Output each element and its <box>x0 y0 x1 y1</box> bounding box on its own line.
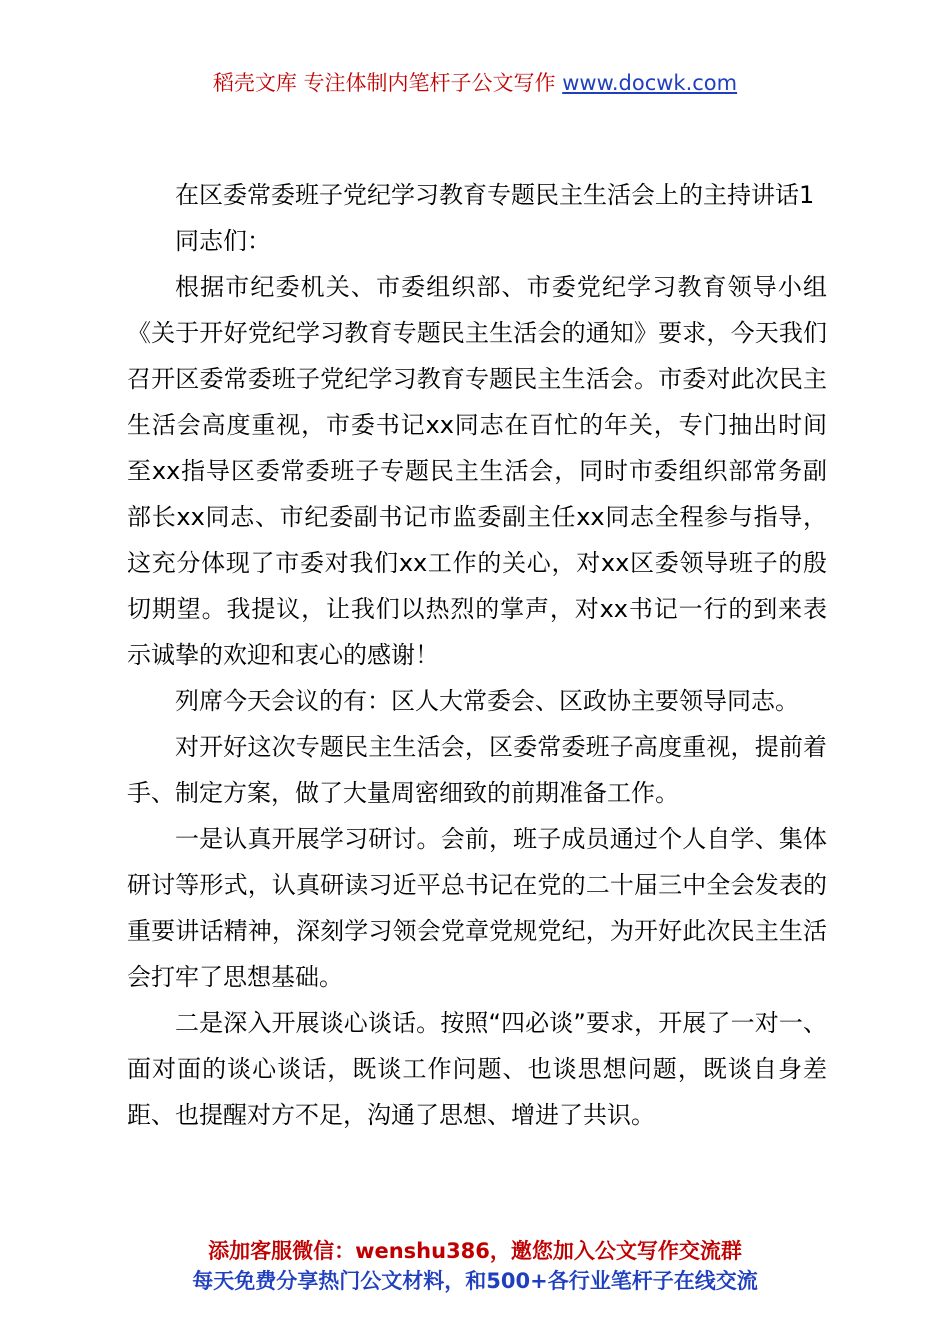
footer-wechat-line: 添加客服微信：wenshu386，邀您加入公文写作交流群 <box>208 1239 742 1263</box>
paragraph-intro: 根据市纪委机关、市委组织部、市委党纪学习教育领导小组《关于开好党纪学习教育专题民主生活会的通知》要求，今天我们召开区委常委班子党纪学习教育专题民主生活会。市委对此次民主生活会高度重视，市委书记xx同志在百忙的年关，专门抽出时间至xx指导区委常委班子专题民主生活会，同时市委组织部常务副部长xx同志、市纪委副书记市监委副主任xx同志全程参与指导，这充分体现了市委对我们xx工作的关心，对xx区委领导班子的殷切期望。我提议，让我们以热烈的掌声，对xx书记一行的到来表示诚挚的欢迎和衷心的感谢！ <box>127 273 827 669</box>
site-header <box>0 68 950 98</box>
paragraph-salutation: 同志们： <box>175 227 271 255</box>
paragraph-attendees: 列席今天会议的有：区人大常委会、区政协主要领导同志。 <box>175 687 799 715</box>
paragraph-study: 一是认真开展学习研讨。会前，班子成员通过个人自学、集体研讨等形式，认真研读习近平总书记在党的二十届三中全会发表的重要讲话精神，深刻学习领会党章党规党纪，为开好此次民主生活会打牢了思想基础。 <box>127 825 827 991</box>
paragraph-preparation: 对开好这次专题民主生活会，区委常委班子高度重视，提前着手、制定方案，做了大量周密细致的前期准备工作。 <box>127 733 827 807</box>
document-title: 在区委常委班子党纪学习教育专题民主生活会上的主持讲话1 <box>175 181 815 209</box>
promo-footer <box>0 1236 950 1296</box>
site-url-link[interactable]: www.docwk.com <box>562 71 738 95</box>
document-body <box>127 172 827 1138</box>
paragraph-talks: 二是深入开展谈心谈话。按照“四必谈”要求，开展了一对一、面对面的谈心谈话，既谈工作问题、也谈思想问题，既谈自身差距、也提醒对方不足，沟通了思想、增进了共识。 <box>127 1009 827 1129</box>
site-brand: 稻壳文库 专注体制内笔杆子公文写作 <box>212 71 556 95</box>
footer-share-line: 每天免费分享热门公文材料，和500+各行业笔杆子在线交流 <box>192 1269 758 1293</box>
